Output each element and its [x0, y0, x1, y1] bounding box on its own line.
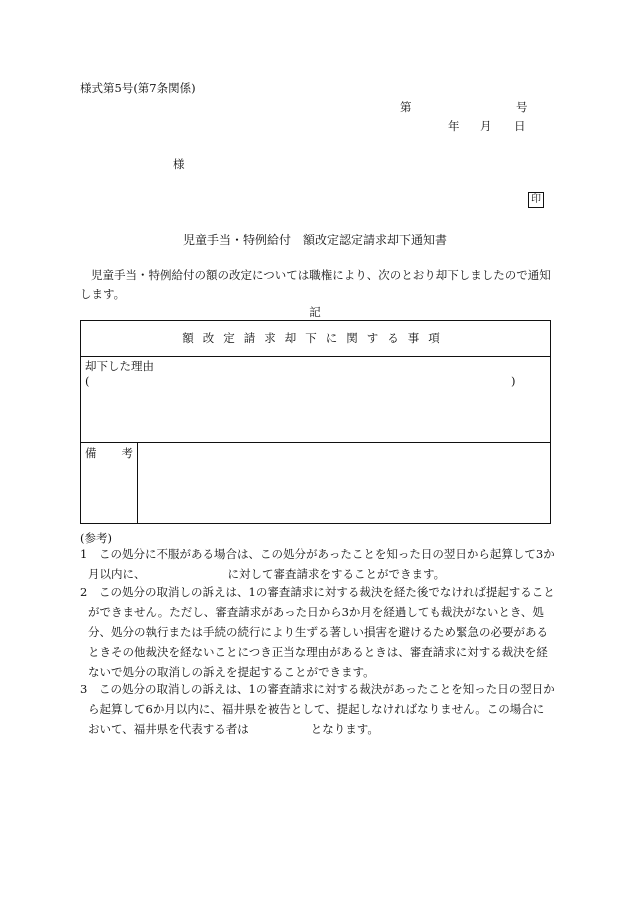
reason-close-paren: ): [511, 374, 516, 388]
page-title: 児童手当・特例給付 額改定認定請求却下通知書: [182, 233, 447, 247]
table-header: 額改定請求却下に関する事項: [81, 321, 550, 357]
date-year: 年: [448, 119, 460, 133]
document-number-suffix: 号: [516, 100, 528, 114]
table-divider: [81, 442, 550, 443]
note-item: [80, 679, 555, 739]
form-number: 様式第5号(第7条関係): [80, 81, 196, 95]
note-number: 3: [80, 682, 88, 696]
matters-table: [80, 320, 551, 524]
date-month: 月: [480, 119, 492, 133]
remarks-label-char-1: 備: [85, 446, 97, 460]
rejection-reason-label: 却下した理由: [85, 359, 154, 373]
remarks-label: [85, 445, 133, 461]
note-item: [80, 582, 555, 682]
document-number-prefix: 第: [400, 100, 412, 114]
note-text-part: この処分に不服がある場合は、この処分があったことを知った日の翌日から起算して3か月以内に、: [88, 547, 555, 581]
note-text-part: に対して審査請求をすることができます。: [227, 567, 446, 581]
note-text: この処分の取消しの訴えは、1の審査請求に対する裁決を経た後でなければ提起することができません。ただし、審査請求があった日から3か月を経過しても裁決がないとき、処分、処分の執行または手続の続行により生ずる著しい損害を避けるため緊急の必要があるときその他裁決を経ないことにつき正当な理由があるときは、審査請求に対する裁決を経ないで処分の取消しの訴えを提起することができます。: [88, 585, 555, 679]
note-number: 1: [80, 547, 88, 561]
note-text: [80, 679, 555, 739]
reason-open-paren: (: [85, 374, 90, 388]
addressee-suffix: 様: [173, 157, 185, 171]
date-line: [448, 118, 526, 134]
remarks-divider: [137, 442, 138, 524]
ki-heading: 記: [309, 305, 321, 319]
note-text: [80, 544, 555, 584]
notes-header: (参考): [80, 531, 112, 545]
remarks-label-char-2: 考: [121, 446, 133, 460]
note-text-part: となります。: [310, 722, 379, 736]
note-text-part: この処分の取消しの訴えは、1の審査請求に対する裁決があったことを知った日の翌日から起算して6か月以内に、福井県を被告として、提起しなければなりません。この場合において、福井県を代表する者は: [88, 682, 555, 736]
body-paragraph: 児童手当・特例給付の額の改定については職権により、次のとおり却下しましたので通知します。: [80, 268, 551, 301]
note-item: [80, 544, 555, 584]
seal-mark: 印: [528, 192, 544, 208]
date-day: 日: [514, 119, 526, 133]
note-number: 2: [80, 585, 88, 599]
